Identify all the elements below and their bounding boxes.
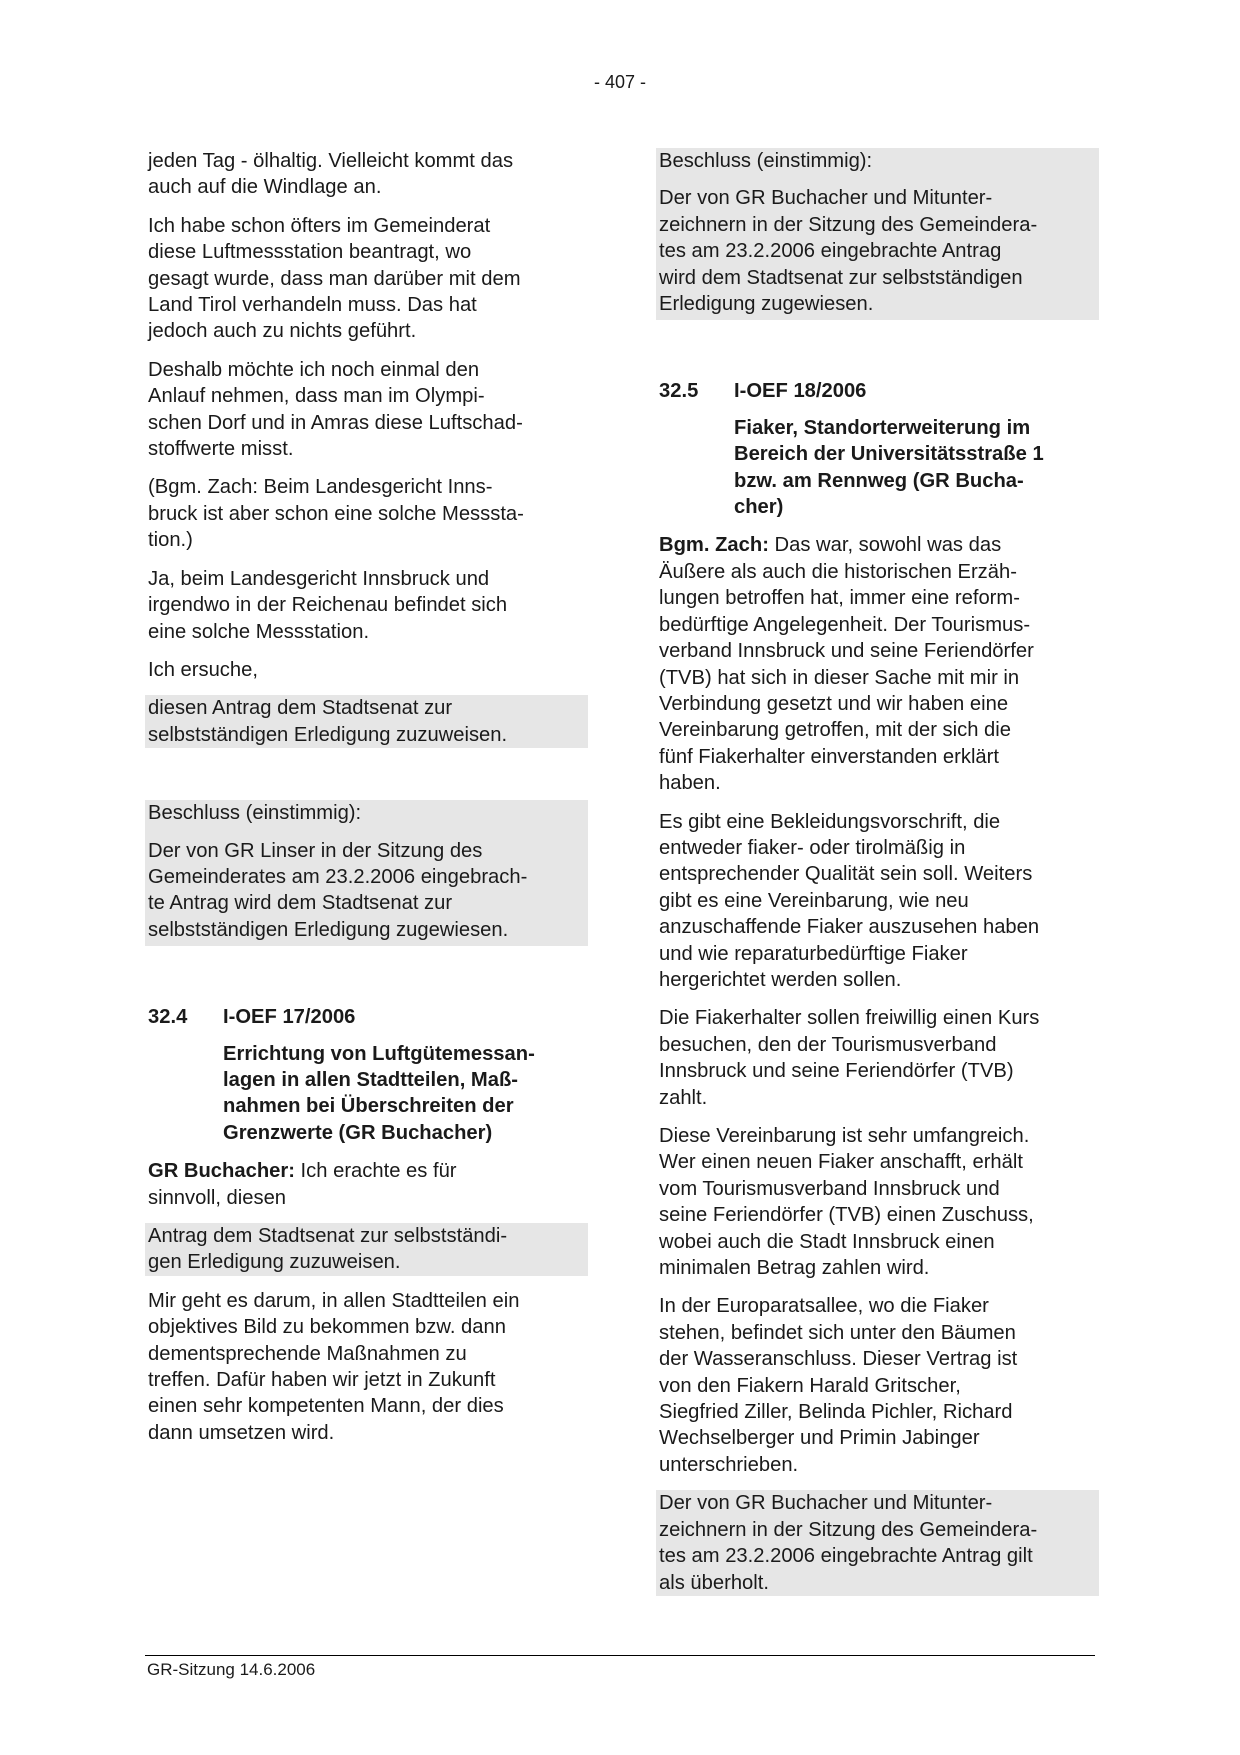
paragraph: Mir geht es darum, in allen Stadtteilen ein objektives Bild zu bekommen bzw. dann dementsprechende Maßnahmen zu treffen. Dafür haben wir jetzt in Zukunft einen sehr kompetenten Mann, der dies dann umsetzen wird.	[148, 1289, 520, 1444]
spacer	[145, 958, 588, 1004]
paragraph: Ja, beim Landesgericht Innsbruck und irgendwo in der Reichenau befindet sich eine solche Messstation.	[148, 567, 508, 643]
footer-session-label: GR-Sitzung 14.6.2006	[147, 1660, 316, 1679]
paragraph: Ich habe schon öfters im Gemeinderat diese Luftmessstation beantragt, wo gesagt wurde, dass man darüber mit dem Land Tirol verhandeln muss. Das hat jedoch auch zu nichts geführt.	[148, 214, 521, 343]
resolution-heading: Beschluss (einstimmig):	[148, 802, 362, 825]
speech-paragraph	[145, 1158, 588, 1211]
paragraph: Es gibt eine Bekleidungsvorschrift, die entweder fiaker- oder tirolmäßig in entsprechender Qualität sein soll. Weiters gibt es eine Vereinbarung, wie neu anzuschaffende Fiaker auszusehen haben und wie reparaturbedürftige Fiaker hergerichtet werden sollen.	[659, 810, 1040, 991]
section-number: 32.5	[659, 380, 699, 403]
resolution-text: Der von GR Linser in der Sitzung des Gemeinderates am 23.2.2006 eingebrach- te Antrag wird dem Stadtsenat zur selbstständigen Erledigung zugewiesen.	[148, 839, 528, 941]
footer-divider	[145, 1655, 1095, 1656]
motion-request-box: Antrag dem Stadtsenat zur selbstständi- gen Erledigung zuzuweisen.	[145, 1223, 588, 1276]
speech-paragraph	[656, 532, 1099, 796]
speech-text: Das war, sowohl was das Äußere als auch die historischen Erzäh- lungen betroffen hat, immer eine reform- bedürftige Angelegenheit. Der Tourismus- verband Innsbruck und seine Feriendörfer (TVB) hat sich in dieser Sache mit mir in Verbindung gesetzt und wir haben eine Vereinbarung getroffen, mit der sich die fünf Fiakerhalter einverstanden erklärt haben.	[659, 534, 1034, 795]
speech-text: Ich erachte es für sinnvoll, diesen	[148, 1160, 457, 1209]
section-code: I-OEF 17/2006	[223, 1006, 356, 1029]
speaker-name: Bgm. Zach:	[659, 534, 769, 557]
paragraph: Ich ersuche,	[148, 658, 258, 681]
section-heading-32-5	[656, 378, 1099, 404]
section-number: 32.4	[148, 1006, 188, 1029]
spacer	[145, 760, 588, 800]
paragraph: Die Fiakerhalter sollen freiwillig einen Kurs besuchen, den der Tourismusverband Innsbruck und seine Feriendörfer (TVB) zahlt.	[659, 1007, 1040, 1109]
speaker-name: GR Buchacher:	[148, 1160, 295, 1183]
section-title: Fiaker, Standorterweiterung im Bereich der Universitätsstraße 1 bzw. am Rennweg (GR Bucha- cher)	[734, 416, 1044, 519]
page-number: - 407 -	[593, 72, 647, 92]
left-column	[145, 148, 588, 1458]
paragraph: In der Europaratsallee, wo die Fiaker stehen, befindet sich unter den Bäumen der Wasseranschluss. Dieser Vertrag ist von den Fiakern Harald Gritscher, Siegfried Ziller, Belinda Pichler, Richard Wechselberger und Primin Jabinger unterschrieben.	[659, 1295, 1018, 1476]
resolution-result-box: Der von GR Buchacher und Mitunter- zeichnern in der Sitzung des Gemeindera- tes am 23.2.2006 eingebrachte Antrag gilt als überholt.	[656, 1490, 1099, 1596]
resolution-box	[145, 800, 588, 946]
section-heading-32-4	[145, 1004, 588, 1030]
resolution-heading: Beschluss (einstimmig):	[659, 150, 873, 172]
paragraph: jeden Tag - ölhaltig. Vielleicht kommt das auch auf die Windlage an.	[148, 150, 514, 199]
section-title: Errichtung von Luftgütemessan- lagen in allen Stadtteilen, Maß- nahmen bei Überschreiten der Grenzwerte (GR Buchacher)	[223, 1042, 535, 1144]
motion-request-box: diesen Antrag dem Stadtsenat zur selbstständigen Erledigung zuzuweisen.	[145, 695, 588, 748]
resolution-box	[656, 148, 1099, 320]
right-column	[656, 148, 1099, 1608]
resolution-text: Der von GR Buchacher und Mitunter- zeichnern in der Sitzung des Gemeindera- tes am 23.2.2006 eingebrachte Antrag wird dem Stadtsenat zur selbstständigen Erledigung zugewiesen.	[659, 187, 1038, 316]
interjection-paragraph: (Bgm. Zach: Beim Landesgericht Inns- bruck ist aber schon eine solche Messsta- tion.)	[148, 476, 524, 552]
section-code: I-OEF 18/2006	[734, 380, 867, 403]
paragraph: Deshalb möchte ich noch einmal den Anlauf nehmen, dass man im Olympi- schen Dorf und in Amras diese Luftschad- stoffwerte misst.	[148, 358, 523, 461]
spacer	[656, 332, 1099, 378]
paragraph: Diese Vereinbarung ist sehr umfangreich. Wer einen neuen Fiaker anschafft, erhält vom Tourismusverband Innsbruck und seine Feriendörfer (TVB) einen Zuschuss, wobei auch die Stadt Innsbruck einen minimalen Betrag zahlen wird.	[659, 1125, 1034, 1280]
